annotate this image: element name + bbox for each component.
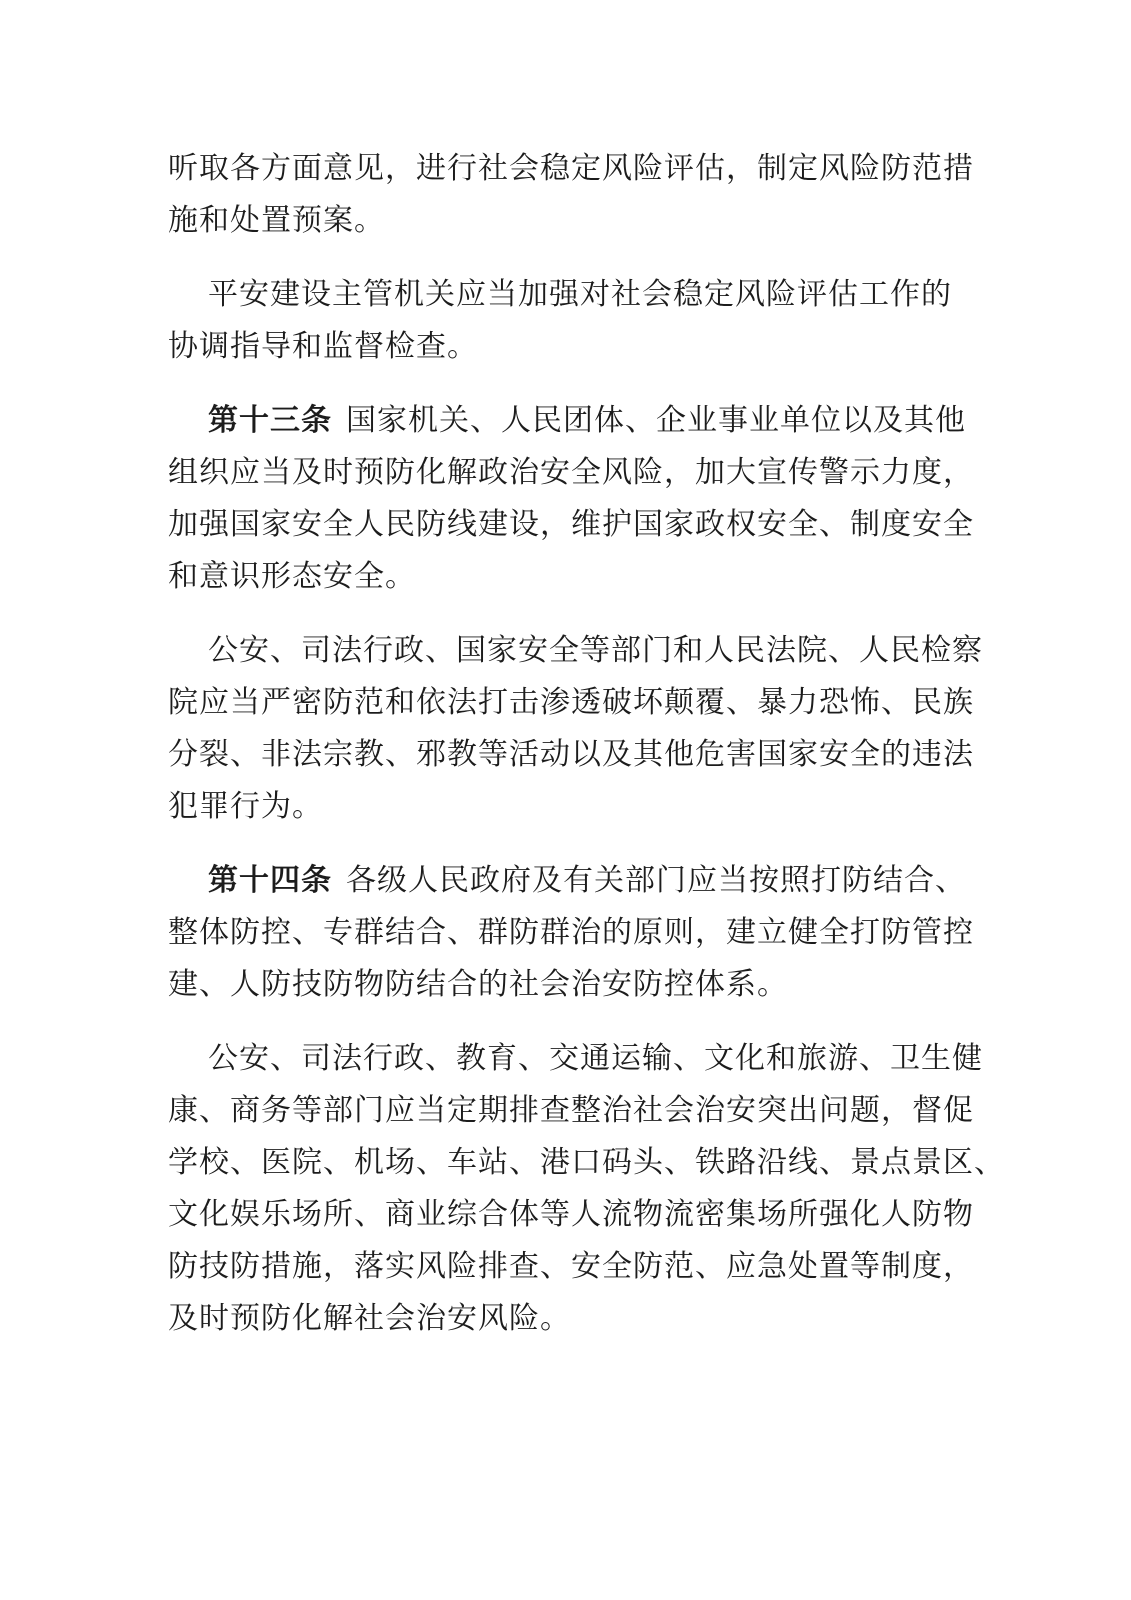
text-line: 加强国家安全人民防线建设，维护国家政权安全、制度安全 bbox=[168, 507, 974, 542]
text-line: 协调指导和监督检查。 bbox=[168, 329, 478, 364]
text-line: 及时预防化解社会治安风险。 bbox=[168, 1301, 571, 1336]
text-line: 公安、司法行政、国家安全等部门和人民法院、人民检察 bbox=[208, 633, 983, 668]
text-line: 和意识形态安全。 bbox=[168, 559, 416, 594]
text-line: 分裂、非法宗教、邪教等活动以及其他危害国家安全的违法 bbox=[168, 737, 974, 772]
text-line: 犯罪行为。 bbox=[168, 789, 323, 824]
article-text: 各级人民政府及有关部门应当按照打防结合、 bbox=[346, 863, 966, 898]
article-number: 第十三条 bbox=[208, 403, 332, 438]
paragraph bbox=[168, 143, 974, 247]
text-line: 康、商务等部门应当定期排查整治社会治安突出问题，督促 bbox=[168, 1093, 974, 1128]
text-line: 院应当严密防范和依法打击渗透破坏颠覆、暴力恐怖、民族 bbox=[168, 685, 974, 720]
text-line: 听取各方面意见，进行社会稳定风险评估，制定风险防范措 bbox=[168, 151, 974, 186]
text-line: 文化娱乐场所、商业综合体等人流物流密集场所强化人防物 bbox=[168, 1197, 974, 1232]
paragraph bbox=[168, 269, 958, 373]
text-line bbox=[168, 395, 966, 447]
text-line: 平安建设主管机关应当加强对社会稳定风险评估工作的 bbox=[208, 277, 952, 312]
text-line: 防技防措施，落实风险排查、安全防范、应急处置等制度， bbox=[168, 1249, 974, 1284]
text-line: 学校、医院、机场、车站、港口码头、铁路沿线、景点景区、 bbox=[168, 1145, 1005, 1180]
text-line: 施和处置预案。 bbox=[168, 203, 385, 238]
article-text: 国家机关、人民团体、企业事业单位以及其他 bbox=[346, 403, 966, 438]
document-body bbox=[168, 143, 1005, 1345]
text-line bbox=[168, 855, 966, 907]
text-line: 建、人防技防物防结合的社会治安防控体系。 bbox=[168, 967, 788, 1002]
text-line: 组织应当及时预防化解政治安全风险，加大宣传警示力度， bbox=[168, 455, 974, 490]
article-14 bbox=[168, 855, 974, 1011]
article-13 bbox=[168, 395, 974, 603]
article-number: 第十四条 bbox=[208, 863, 332, 898]
paragraph bbox=[168, 625, 983, 833]
paragraph bbox=[168, 1033, 1005, 1345]
text-line: 整体防控、专群结合、群防群治的原则，建立健全打防管控 bbox=[168, 915, 974, 950]
text-line: 公安、司法行政、教育、交通运输、文化和旅游、卫生健 bbox=[208, 1041, 983, 1076]
